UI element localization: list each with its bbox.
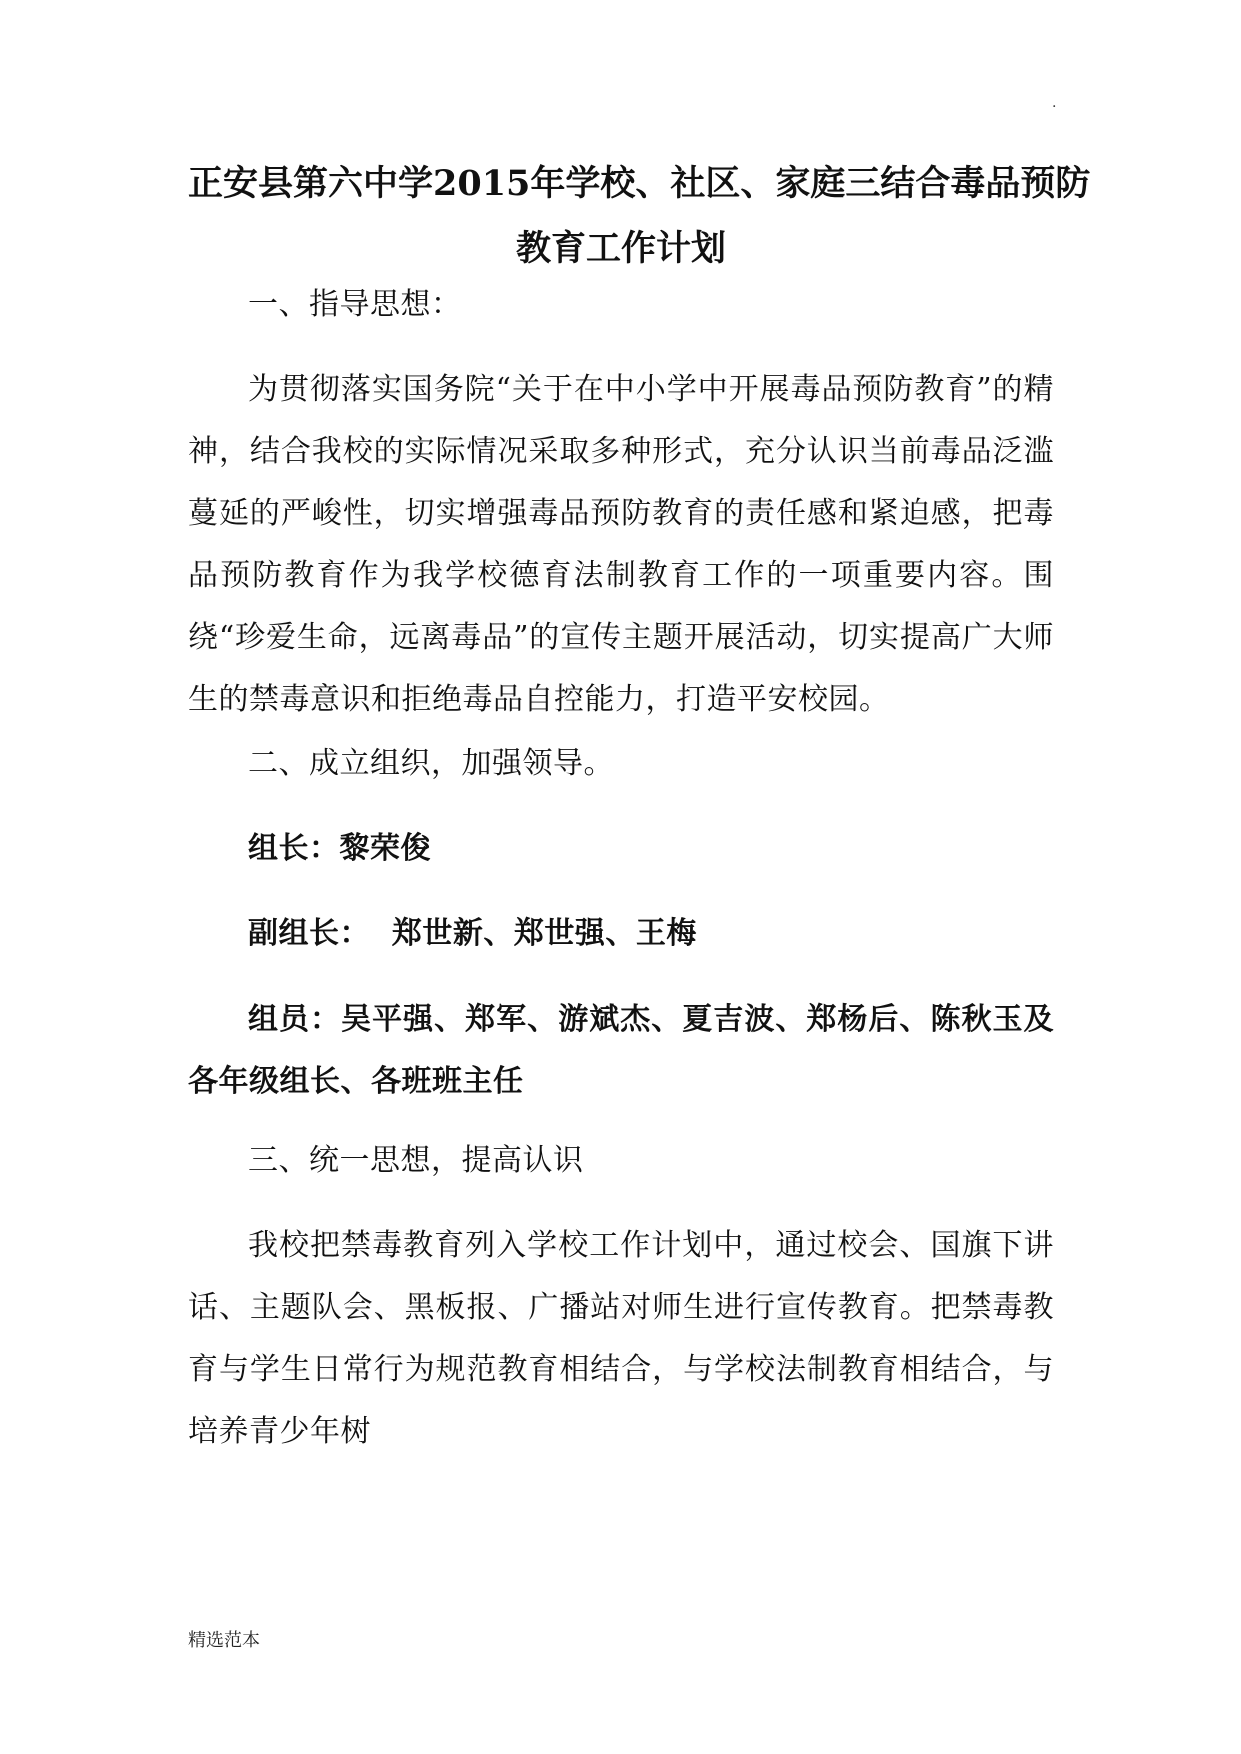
document-title-line-1: 正安县第六中学2015年学校、社区、家庭三结合毒品预防 xyxy=(188,163,1091,204)
group-leader: 组长：黎荣俊 xyxy=(248,831,431,866)
section-3-heading: 三、统一思想，提高认识 xyxy=(248,1143,584,1178)
page-footer: 精选范本 xyxy=(188,1630,260,1651)
members-block xyxy=(188,989,1054,1113)
deputy-leaders: 副组长： 郑世新、郑世强、王梅 xyxy=(248,916,697,951)
deputy-block xyxy=(188,903,1054,965)
section-3-body: 我校把禁毒教育列入学校工作计划中，通过校会、国旗下讲话、主题队会、黑板报、广播站对师生进行宣传教育。把禁毒教育与学生日常行为规范教育相结合，与学校法制教育相结合，与培养青少年树 xyxy=(188,1228,1054,1449)
group-members: 组员：吴平强、郑军、游斌杰、夏吉波、郑杨后、陈秋玉及各年级组长、各班班主任 xyxy=(188,1002,1054,1099)
section-2-heading-block xyxy=(188,733,1054,795)
document-title-line-2: 教育工作计划 xyxy=(515,228,726,269)
section-2-heading: 二、成立组织，加强领导。 xyxy=(248,746,614,781)
section-1-body-block xyxy=(188,359,1054,731)
section-3-heading-block xyxy=(188,1130,1054,1192)
leader-block xyxy=(188,818,1054,880)
section-3-body-block xyxy=(188,1215,1054,1463)
section-1-heading-block xyxy=(188,274,1054,336)
section-1-body: 为贯彻落实国务院“关于在中小学中开展毒品预防教育”的精神，结合我校的实际情况采取多种形式，充分认识当前毒品泛滥蔓延的严峻性，切实增强毒品预防教育的责任感和紧迫感，把毒品预防教育作为我学校德育法制教育工作的一项重要内容。围绕“珍爱生命，远离毒品”的宣传主题开展活动，切实提高广大师生的禁毒意识和拒绝毒品自控能力，打造平安校园。 xyxy=(188,372,1054,717)
page-corner-mark: . xyxy=(1052,95,1057,111)
section-1-heading: 一、指导思想： xyxy=(248,287,462,322)
